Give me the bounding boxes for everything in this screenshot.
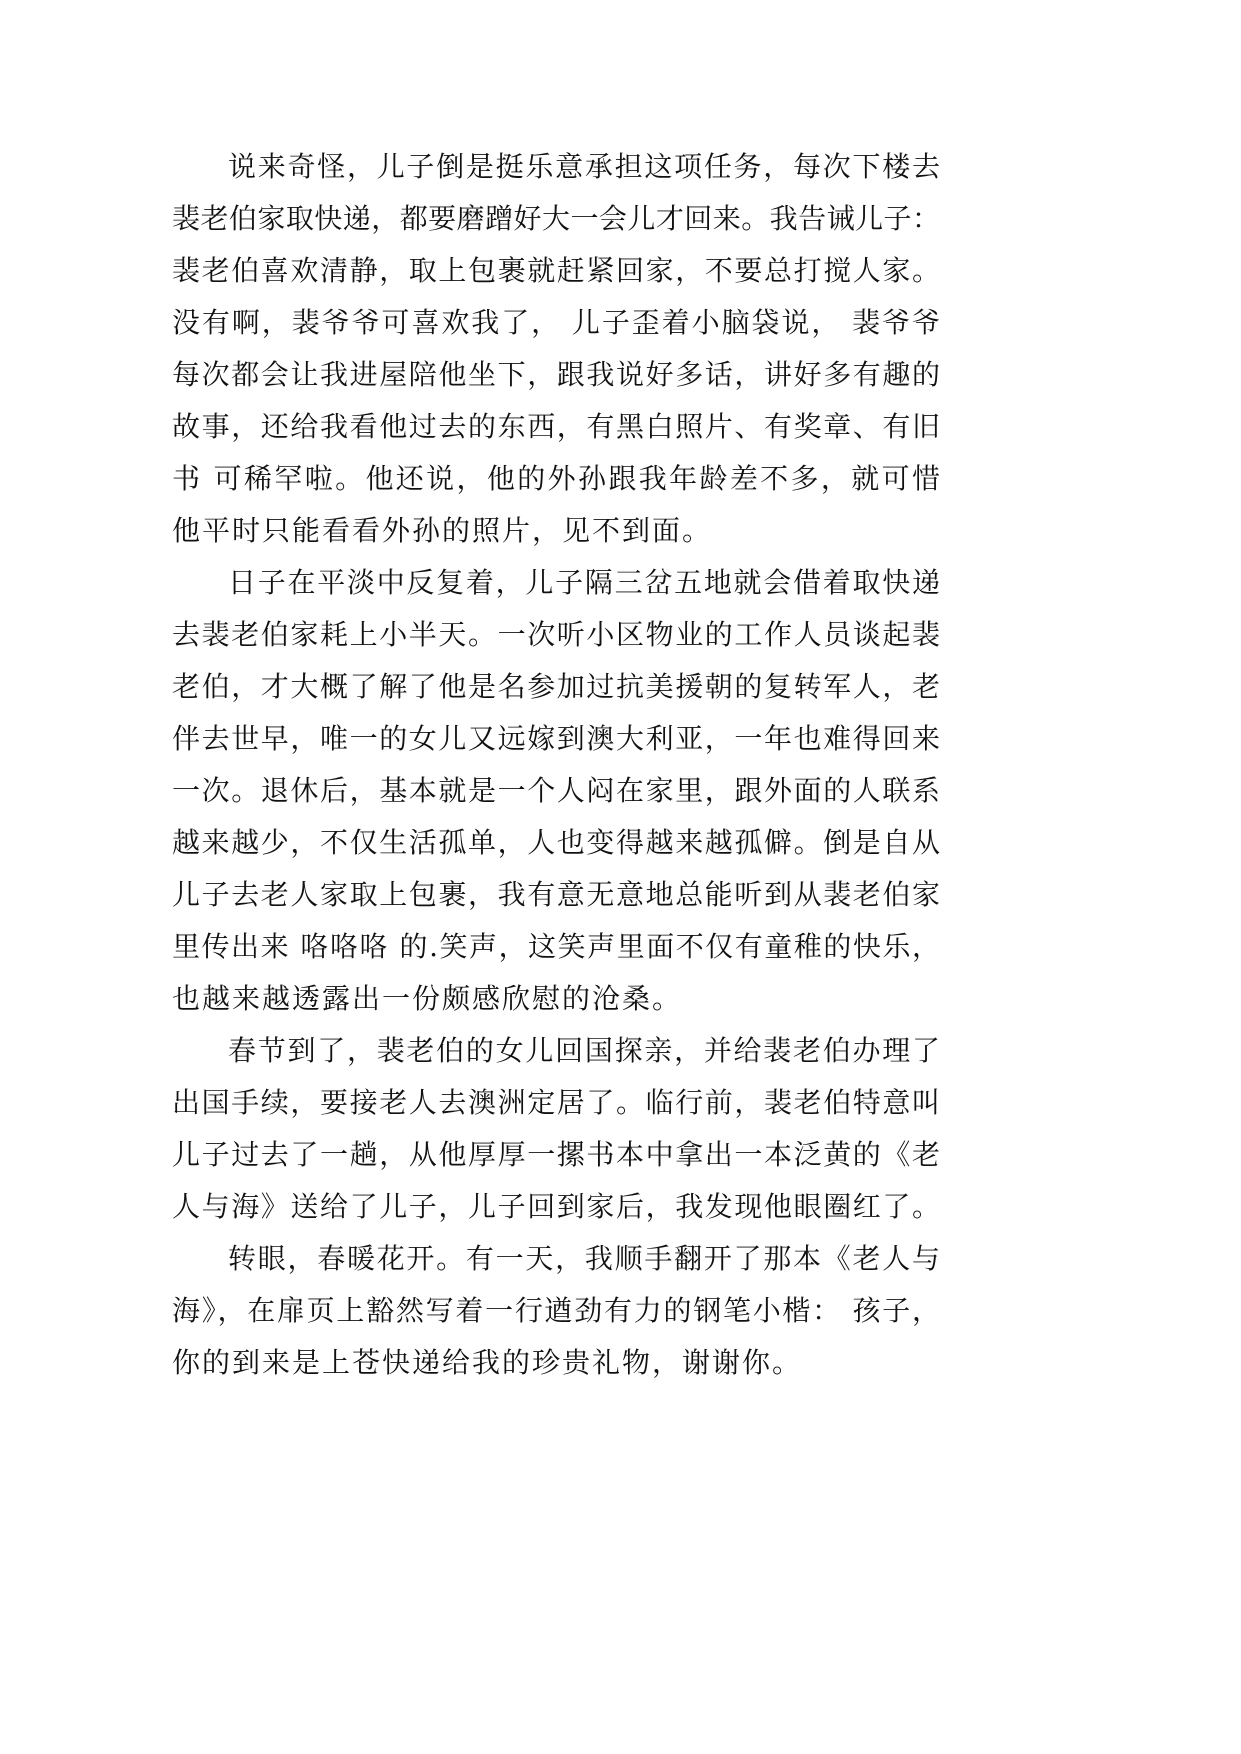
text-line: 儿子去老人家取上包裹，我有意无意地总能听到从裴老伯家 (172, 878, 940, 911)
text-line: 老伯，才大概了解了他是名参加过抗美援朝的复转军人，老 (172, 670, 940, 703)
text-line: 儿子过去了一趟，从他厚厚一摞书本中拿出一本泛黄的《老 (172, 1138, 940, 1171)
document-body (172, 141, 940, 1389)
text-line: 海》，在扉页上豁然写着一行遒劲有力的钢笔小楷： 孩子， (172, 1294, 940, 1327)
text-line: 裴老伯喜欢清静，取上包裹就赶紧回家，不要总打搅人家。 (172, 254, 940, 287)
text-line: 书 可稀罕啦。他还说，他的外孙跟我年龄差不多，就可惜 (172, 462, 940, 495)
text-line: 故事，还给我看他过去的东西，有黑白照片、有奖章、有旧 (172, 410, 940, 443)
text-line: 他平时只能看看外孙的照片，见不到面。 (172, 514, 713, 547)
text-line: 春节到了，裴老伯的女儿回国探亲，并给裴老伯办理了 (228, 1034, 940, 1067)
text-line: 也越来越透露出一份颇感欣慰的沧桑。 (172, 982, 683, 1015)
text-line: 去裴老伯家耗上小半天。一次听小区物业的工作人员谈起裴 (172, 618, 940, 651)
paragraph (172, 1025, 940, 1233)
text-line: 越来越少，不仅生活孤单，人也变得越来越孤僻。倒是自从 (172, 826, 940, 859)
text-line: 你的到来是上苍快递给我的珍贵礼物，谢谢你。 (172, 1346, 803, 1379)
paragraph (172, 1233, 940, 1389)
text-line: 出国手续，要接老人去澳洲定居了。临行前，裴老伯特意叫 (172, 1086, 940, 1119)
text-line: 里传出来 咯咯咯 的.笑声，这笑声里面不仅有童稚的快乐， (172, 930, 940, 963)
text-line: 说来奇怪，儿子倒是挺乐意承担这项任务，每次下楼去 (228, 150, 940, 183)
text-line: 没有啊，裴爷爷可喜欢我了， 儿子歪着小脑袋说， 裴爷爷 (172, 306, 940, 339)
paragraph (172, 141, 940, 557)
text-line: 伴去世早，唯一的女儿又远嫁到澳大利亚，一年也难得回来 (172, 722, 940, 755)
text-line: 裴老伯家取快递，都要磨蹭好大一会儿才回来。我告诫儿子： (172, 202, 940, 235)
text-line: 转眼，春暖花开。有一天，我顺手翻开了那本《老人与 (228, 1242, 940, 1275)
text-line: 日子在平淡中反复着，儿子隔三岔五地就会借着取快递 (228, 566, 940, 599)
text-line: 人与海》送给了儿子，儿子回到家后，我发现他眼圈红了。 (172, 1190, 940, 1223)
text-line: 一次。退休后，基本就是一个人闷在家里，跟外面的人联系 (172, 774, 940, 807)
paragraph (172, 557, 940, 1025)
text-line: 每次都会让我进屋陪他坐下，跟我说好多话，讲好多有趣的 (172, 358, 940, 391)
